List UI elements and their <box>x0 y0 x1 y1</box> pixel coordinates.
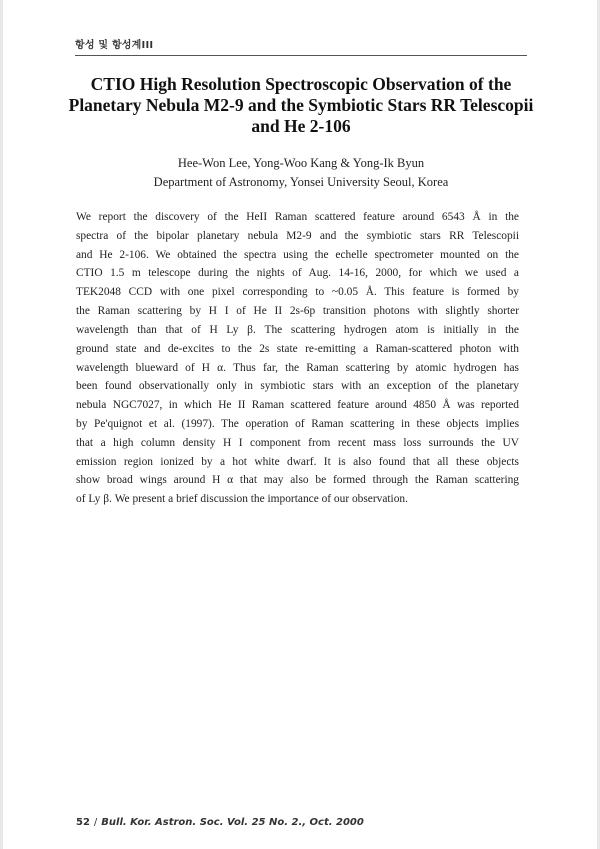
running-head: 항성 및 항성계III <box>75 40 154 51</box>
abstract-line: that a high column density H I component from recent mass loss surrounds the UV <box>76 436 519 449</box>
page-number: 52 <box>76 817 90 828</box>
journal-citation: Bull. Kor. Astron. Soc. Vol. 25 No. 2., Oct. 2000 <box>101 817 364 828</box>
abstract-line: show broad wings around H α that may also be formed through the Raman scattering <box>76 474 519 487</box>
header-rule <box>75 55 527 56</box>
abstract <box>76 208 519 509</box>
abstract-line: the Raman scattering by H I of He II 2s-6p transition photons with slightly shorter <box>76 305 519 318</box>
abstract-line: wavelength than that of H Ly β. The scattering hydrogen atom is initially in the <box>76 323 519 336</box>
paper-title: CTIO High Resolution Spectroscopic Observation of the Planetary Nebula M2-9 and the Symbiotic Stars RR Telescopii and He 2-106 <box>68 74 534 136</box>
abstract-line: wavelength blueward of H α. Thus far, the Raman scattering by atomic hydrogen has <box>76 361 519 374</box>
abstract-line: We report the discovery of the HeII Raman scattered feature around 6543 Å in the <box>76 211 519 223</box>
abstract-line: and He 2-106. We obtained the spectra using the echelle spectrometer mounted on the <box>76 248 519 261</box>
abstract-line: of Ly β. We present a brief discussion the importance of our observation. <box>76 493 408 506</box>
page-footer <box>76 817 364 828</box>
abstract-line: CTIO 1.5 m telescope during the nights of Aug. 14-16, 2000, for which we used a <box>76 267 519 280</box>
author-list: Hee-Won Lee, Yong-Woo Kang & Yong-Ik Byun <box>177 156 425 170</box>
abstract-line: nebula NGC7027, in which He II Raman scattered feature around 4850 Å was reported <box>76 399 519 412</box>
abstract-line: spectra of the bipolar planetary nebula M2-9 and the symbiotic stars RR Telescopii <box>76 229 519 242</box>
abstract-line: emission region ionized by a hot white dwarf. It is also found that all these objects <box>76 455 519 468</box>
abstract-line: TEK2048 CCD with one pixel corresponding to ~0.05 Å. This feature is formed by <box>76 286 519 299</box>
affiliation: Department of Astronomy, Yonsei University Seoul, Korea <box>153 175 449 189</box>
abstract-line: by Pe'quignot et al. (1997). The operation of Raman scattering in these objects implies <box>76 417 519 430</box>
abstract-line: ground state and de-excites to the 2s state re-emitting a Raman-scattered photon with <box>76 342 519 355</box>
page-edge-left <box>0 0 3 849</box>
footer-separator: / <box>93 817 98 828</box>
abstract-line: been found observationally only in symbiotic stars with an exception of the planetary <box>76 380 519 393</box>
